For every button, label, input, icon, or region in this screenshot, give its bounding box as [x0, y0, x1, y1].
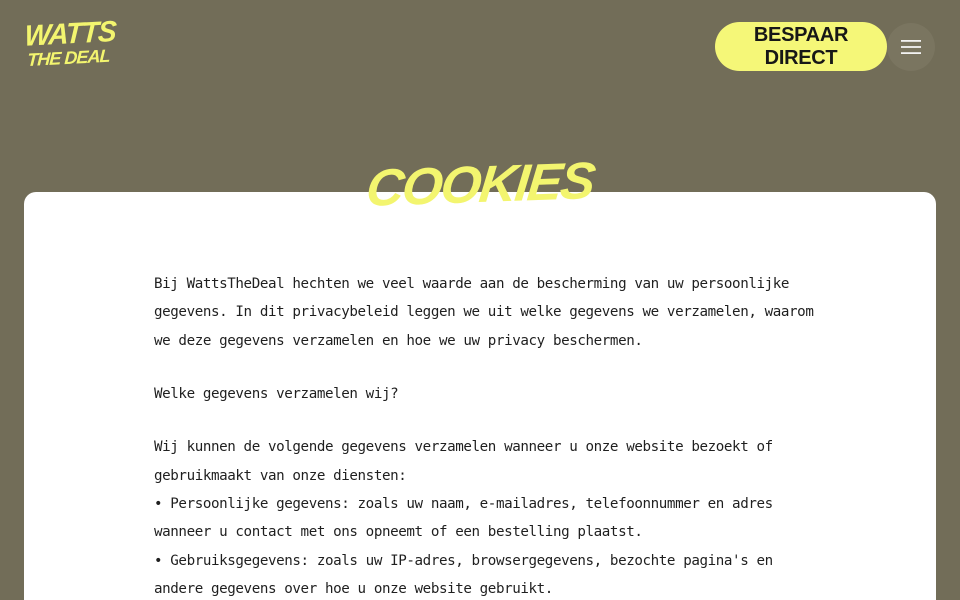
section-heading: Welke gegevens verzamelen wij? [154, 386, 399, 403]
collection-paragraph: Wij kunnen de volgende gegevens verzamelen wanneer u onze website bezoekt of gebruikmaakt van onze diensten: [154, 439, 773, 484]
menu-button[interactable] [887, 23, 935, 71]
hamburger-menu-icon [900, 39, 922, 55]
logo-line-2: THE DEAL [26, 45, 111, 71]
logo-line-1: WATTS [23, 14, 117, 52]
intro-paragraph: Bij WattsTheDeal hechten we veel waarde aan de bescherming van uw persoonlijke gegevens. In dit privacybeleid leggen we uit welke gegevens we verzamelen, waarom we deze gegevens verzamelen en hoe we uw privacy beschermen. [154, 276, 814, 349]
list-item: • Gebruiksgegevens: zoals uw IP-adres, browsergegevens, bezochte pagina's en andere gegevens over hoe u onze website gebruikt. [154, 552, 773, 598]
page-title: COOKIES [363, 152, 597, 218]
list-item: • Persoonlijke gegevens: zoals uw naam, e-mailadres, telefoonnummer en adres wanneer u contact met ons opneemt of een bestelling plaatst. [154, 496, 773, 541]
bespaar-direct-button[interactable]: BESPAAR DIRECT [715, 22, 887, 71]
policy-text [154, 270, 814, 600]
site-logo[interactable] [22, 14, 117, 76]
